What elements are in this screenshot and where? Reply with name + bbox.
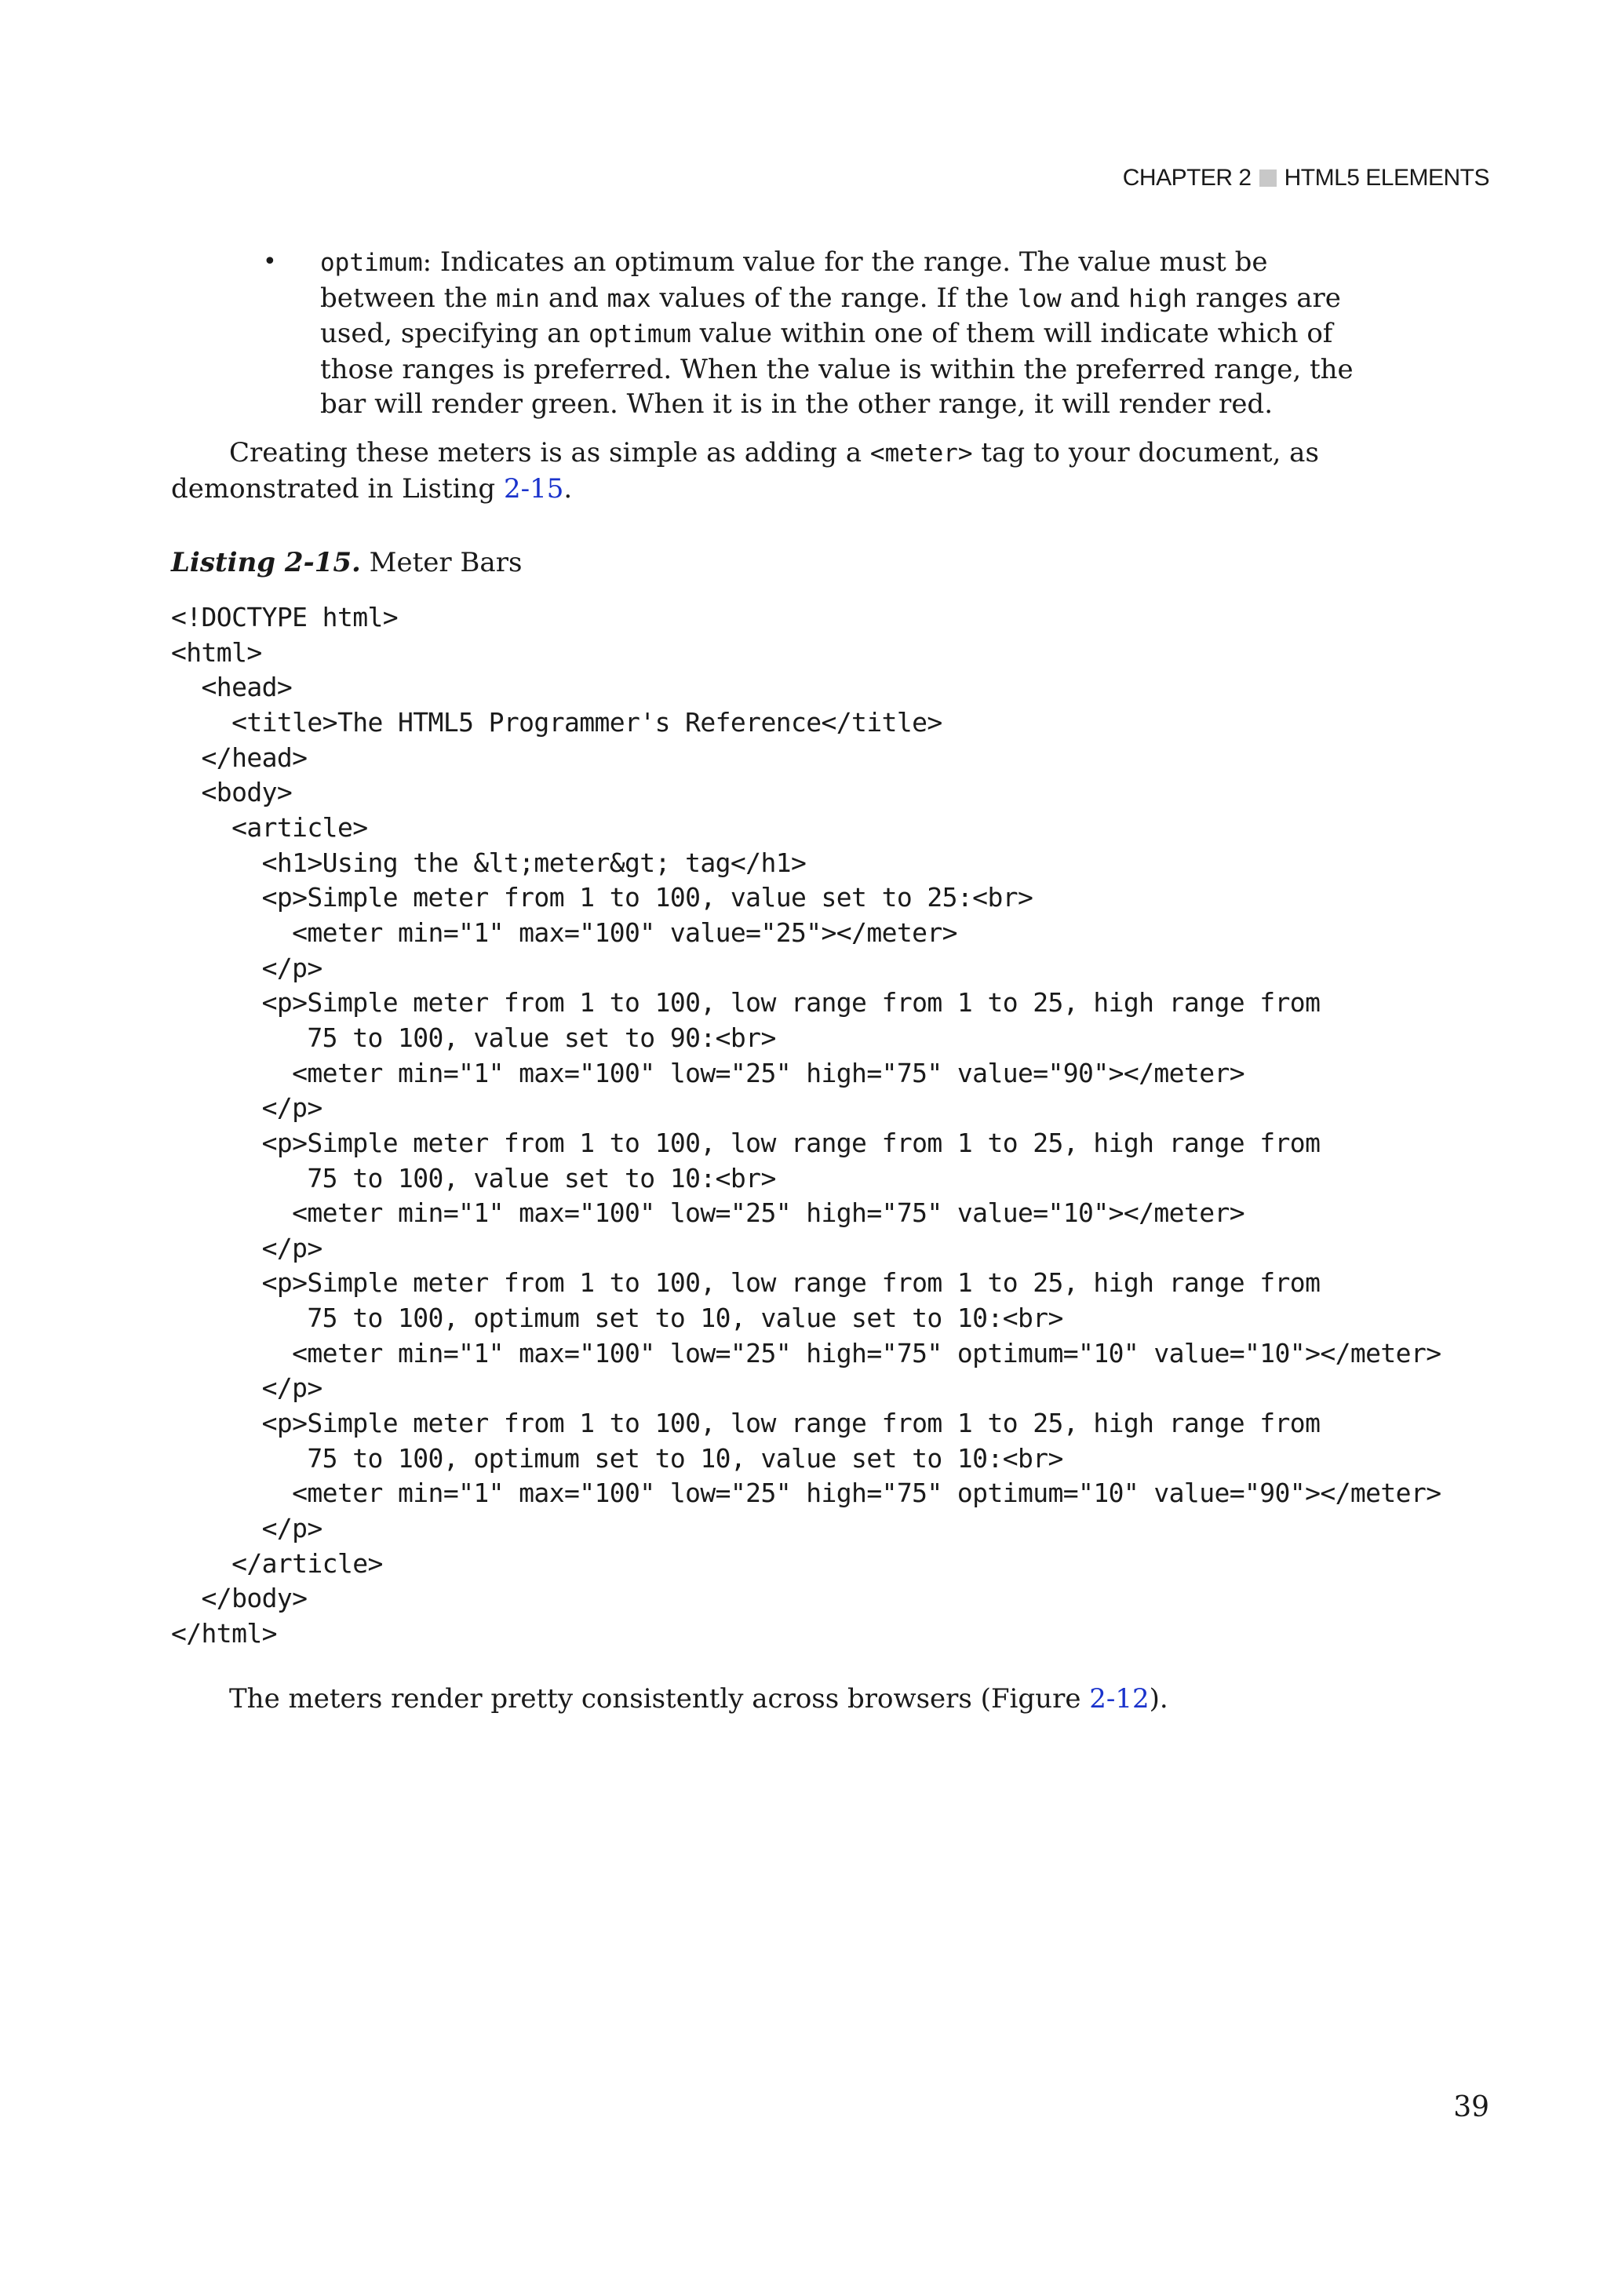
code-low: low [1017, 284, 1062, 313]
bullet-item-optimum [320, 245, 1372, 422]
page-number: 39 [1453, 2091, 1489, 2123]
listing-caption [171, 545, 522, 580]
closing-text-segment: ). [1149, 1683, 1168, 1715]
code-min: min [496, 284, 541, 313]
figure-link[interactable]: 2-12 [1089, 1683, 1150, 1715]
listing-label: Listing 2-15. [171, 547, 361, 578]
code-listing: <!DOCTYPE html> <html> <head> <title>The HTML5 Programmer's Reference</title> </head> <body> <article> <h1>Using the &lt;meter&gt; tag</h1> <p>Simple meter from 1 to 100, value set to 25:<br> <meter min="1" max="100" value="25"></meter> </p> <p>Simple meter from 1 to 100, low range from 1 to 25, high range from 75 to 100, value set to 90:<br> <meter min="1" max="100" low="25" high="75" value="90"></meter> </p> <p>Simple meter from 1 to 100, low range from 1 to 25, high range from 75 to 100, value set to 10:<br> <meter min="1" max="100" low="25" high="75" value="10"></meter> </p> <p>Simple meter from 1 to 100, low range from 1 to 25, high range from 75 to 100, optimum set to 10, value set to 10:<br> <meter min="1" max="100" low="25" high="75" optimum="10" value="10"></meter> </p> <p>Simple meter from 1 to 100, low range from 1 to 25, high range from 75 to 100, optimum set to 10, value set to 10:<br> <meter min="1" max="100" low="25" high="75" optimum="10" value="90"></meter> </p> </article> </body> </html> [171, 602, 1441, 1649]
closing-text-segment: The meters render pretty consistently across browsers (Figure [229, 1683, 1090, 1715]
bullet-text-segment: ranges are used, specifying an [320, 282, 1341, 349]
code-max: max [607, 284, 651, 313]
intro-text-segment: . [563, 472, 573, 505]
running-header [1123, 165, 1489, 191]
chapter-label: CHAPTER 2 [1122, 165, 1252, 191]
code-optimum: optimum [589, 320, 691, 348]
intro-text-segment: Creating these meters is as simple as adding a [229, 437, 870, 468]
code-term: optimum [320, 249, 423, 277]
closing-paragraph [171, 1682, 1427, 1717]
intro-text-segment: tag to your document, as demonstrated in Listing [171, 437, 1319, 505]
bullet-text-segment: and [540, 282, 607, 314]
section-label: HTML5 ELEMENTS [1284, 165, 1489, 191]
bullet-icon: • [263, 248, 277, 275]
intro-paragraph [171, 436, 1427, 506]
bullet-text-segment: : Indicates an optimum value for the range. The value must be between the [320, 246, 1268, 314]
square-separator-icon [1259, 169, 1277, 187]
bullet-text-segment: and [1061, 282, 1129, 314]
bullet-text-segment: value within one of them will indicate which of those ranges is preferred. When the value is within the preferred range, the bar will render green. When it is in the other range, it will render red. [320, 318, 1354, 420]
bullet-text-segment: values of the range. If the [650, 282, 1018, 314]
code-high: high [1128, 284, 1187, 313]
code-meter-tag: <meter> [869, 439, 973, 468]
listing-link[interactable]: 2-15 [503, 472, 564, 505]
listing-title: Meter Bars [369, 547, 523, 578]
